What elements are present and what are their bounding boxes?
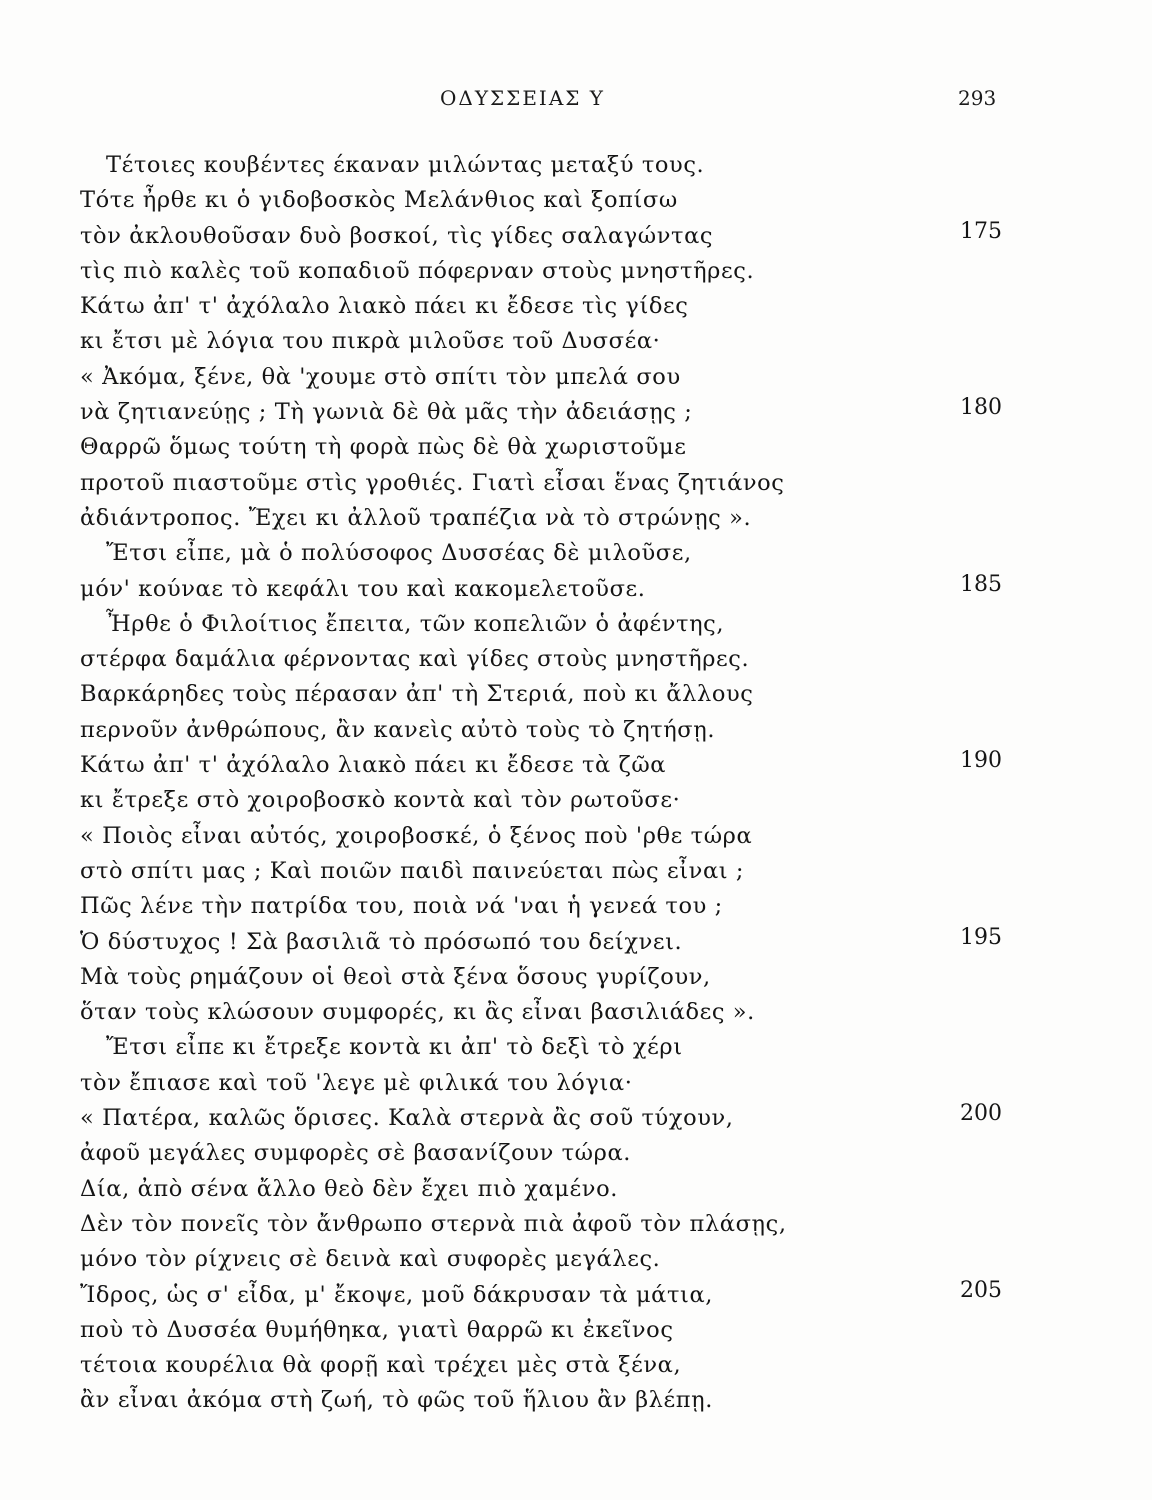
verse-line (0, 258, 1152, 293)
verse-line (0, 152, 1152, 187)
verse-text: μόν' κούναε τὸ κεφάλι του καὶ κακομελετοῦσε. (80, 575, 646, 602)
verse-text: κι ἔτρεξε στὸ χοιροβοσκὸ κοντὰ καὶ τὸν ρωτοῦσε· (80, 787, 681, 814)
line-number: 185 (960, 571, 1002, 597)
verse-text: ὅταν τοὺς κλώσουν συμφορές, κι ἂς εἶναι βασιλιάδες ». (80, 999, 755, 1026)
verse-line (0, 1070, 1152, 1105)
verse-text: Κάτω ἀπ' τ' ἀχόλαλο λιακὸ πάει κι ἔδεσε τὶς γίδες (80, 293, 689, 320)
verse-line (0, 858, 1152, 893)
verse-text: Ἔτσι εἶπε κι ἔτρεξε κοντὰ κι ἀπ' τὸ δεξὶ τὸ χέρι (106, 1034, 683, 1061)
page-number: 293 (958, 86, 997, 110)
verse-text: Κάτω ἀπ' τ' ἀχόλαλο λιακὸ πάει κι ἔδεσε τὰ ζῶα (80, 752, 667, 779)
verse-text: « Πατέρα, καλῶς ὅρισες. Καλὰ στερνὰ ἂς σοῦ τύχουν, (80, 1105, 734, 1132)
verse-line (0, 470, 1152, 505)
verse-text: τὸν ἔπιασε καὶ τοῦ 'λεγε μὲ φιλικά του λόγια· (80, 1069, 633, 1096)
verse-line (0, 540, 1152, 575)
line-number: 205 (960, 1277, 1002, 1303)
verse-text: προτοῦ πιαστοῦμε στὶς γροθιές. Γιατὶ εἶσαι ἕνας ζητιάνος (80, 469, 785, 496)
verse-line (0, 717, 1152, 752)
verse-line (0, 823, 1152, 858)
verse-line (0, 434, 1152, 469)
line-number: 180 (960, 395, 1002, 421)
verse-line (0, 1034, 1152, 1069)
line-number: 195 (960, 924, 1002, 950)
verse-text: Μὰ τοὺς ρημάζουν οἱ θεοὶ στὰ ξένα ὅσους γυρίζουν, (80, 963, 711, 990)
verse-text: ἀφοῦ μεγάλες συμφορὲς σὲ βασανίζουν τώρα. (80, 1140, 631, 1167)
verse-text: στέρφα δαμάλια φέρνοντας καὶ γίδες στοὺς μνηστῆρες. (80, 646, 750, 673)
verse-line (0, 1317, 1152, 1352)
verse-line (0, 748, 1152, 787)
verse-text: τὸν ἀκλουθοῦσαν δυὸ βοσκοί, τὶς γίδες σαλαγώντας (80, 222, 714, 249)
verse-text: ἀδιάντροπος. Ἔχει κι ἀλλοῦ τραπέζια νὰ τὸ στρώνῃς ». (80, 504, 752, 531)
verse-text: « Ἀκόμα, ξένε, θὰ 'χουμε στὸ σπίτι τὸν μπελά σου (80, 363, 681, 390)
verse-text: τέτοια κουρέλια θὰ φορῇ καὶ τρέχει μὲς στὰ ξένα, (80, 1352, 682, 1379)
verse-line (0, 395, 1152, 434)
verse-text: τὶς πιὸ καλὲς τοῦ κοπαδιοῦ πόφερναν στοὺς μνηστῆρες. (80, 257, 755, 284)
verse-line (0, 611, 1152, 646)
verse-text: Ἦρθε ὁ Φιλοίτιος ἔπειτα, τῶν κοπελιῶν ὁ ἀφέντης, (106, 610, 725, 637)
verse-line (0, 218, 1152, 258)
verse-line (0, 1176, 1152, 1211)
verse-text: Τότε ἦρθε κι ὁ γιδοβοσκὸς Μελάνθιος καὶ ξοπίσω (80, 187, 678, 214)
verse-text: « Ποιὸς εἶναι αὐτός, χοιροβοσκέ, ὁ ξένος ποὺ 'ρθε τώρα (80, 822, 753, 849)
verse-line (0, 364, 1152, 399)
verse-text: μόνο τὸν ρίχνεις σὲ δεινὰ καὶ συφορὲς μεγάλες. (80, 1246, 661, 1273)
verse-line (0, 1246, 1152, 1281)
line-number: 200 (960, 1101, 1002, 1127)
verse-text: Βαρκάρηδες τοὺς πέρασαν ἀπ' τὴ Στεριά, ποὺ κι ἄλλους (80, 681, 754, 708)
line-number: 190 (960, 748, 1002, 774)
verse-text: Τέτοιες κουβέντες έκαναν μιλώντας μεταξύ τους. (106, 152, 705, 178)
verse-text: Θαρρῶ ὅμως τούτη τὴ φορὰ πὼς δὲ θὰ χωριστοῦμε (80, 434, 687, 461)
verse-text: ἂν εἶναι ἀκόμα στὴ ζωή, τὸ φῶς τοῦ ἥλιου ἂν βλέπῃ. (80, 1387, 714, 1414)
verse-line (0, 681, 1152, 716)
verse-text: Δία, ἀπὸ σένα ἄλλο θεὸ δὲν ἔχει πιὸ χαμένο. (80, 1175, 618, 1202)
verse-line (0, 924, 1152, 964)
verse-line (0, 964, 1152, 999)
running-head: ΟΔΥΣΣΕΙΑΣ Υ (440, 86, 605, 110)
verse-line (0, 328, 1152, 363)
verse-line (0, 893, 1152, 928)
verse-line (0, 1352, 1152, 1387)
verse-text: ποὺ τὸ Δυσσέα θυμήθηκα, γιατὶ θαρρῶ κι ἐκεῖνος (80, 1316, 674, 1343)
verse-line (0, 1277, 1152, 1317)
verse-block (0, 152, 1152, 1423)
verse-line (0, 571, 1152, 611)
verse-text: Πῶς λένε τὴν πατρίδα του, ποιὰ νά 'ναι ἡ γενεά του ; (80, 893, 723, 920)
verse-line (0, 293, 1152, 328)
verse-line (0, 187, 1152, 222)
verse-text: νὰ ζητιανεύῃς ; Τὴ γωνιὰ δὲ θὰ μᾶς τὴν ἀδειάσῃς ; (80, 399, 693, 426)
verse-line (0, 1211, 1152, 1246)
verse-line (0, 646, 1152, 681)
verse-text: περνοῦν ἀνθρώπους, ἂν κανεὶς αὐτὸ τοὺς τὸ ζητήσῃ. (80, 716, 716, 743)
verse-text: κι ἔτσι μὲ λόγια του πικρὰ μιλοῦσε τοῦ Δυσσέα· (80, 328, 661, 355)
verse-line (0, 999, 1152, 1034)
line-number: 175 (960, 218, 1002, 244)
verse-text: Δὲν τὸν πονεῖς τὸν ἄνθρωπο στερνὰ πιὰ ἀφοῦ τὸν πλάσῃς, (80, 1210, 787, 1237)
verse-text: στὸ σπίτι μας ; Καὶ ποιῶν παιδὶ παινεύεται πὼς εἶναι ; (80, 857, 745, 884)
verse-line (0, 1101, 1152, 1140)
verse-text: Ἔτσι εἶπε, μὰ ὁ πολύσοφος Δυσσέας δὲ μιλοῦσε, (106, 540, 692, 567)
verse-text: Ἴδρος, ὡς σ' εἶδα, μ' ἔκοψε, μοῦ δάκρυσαν τὰ μάτια, (80, 1281, 713, 1308)
verse-line (0, 505, 1152, 540)
verse-text: Ὁ δύστυχος ! Σὰ βασιλιᾶ τὸ πρόσωπό του δείχνει. (80, 928, 683, 955)
verse-line (0, 1140, 1152, 1175)
verse-line (0, 1387, 1152, 1422)
page-header (0, 86, 1152, 126)
verse-line (0, 787, 1152, 822)
